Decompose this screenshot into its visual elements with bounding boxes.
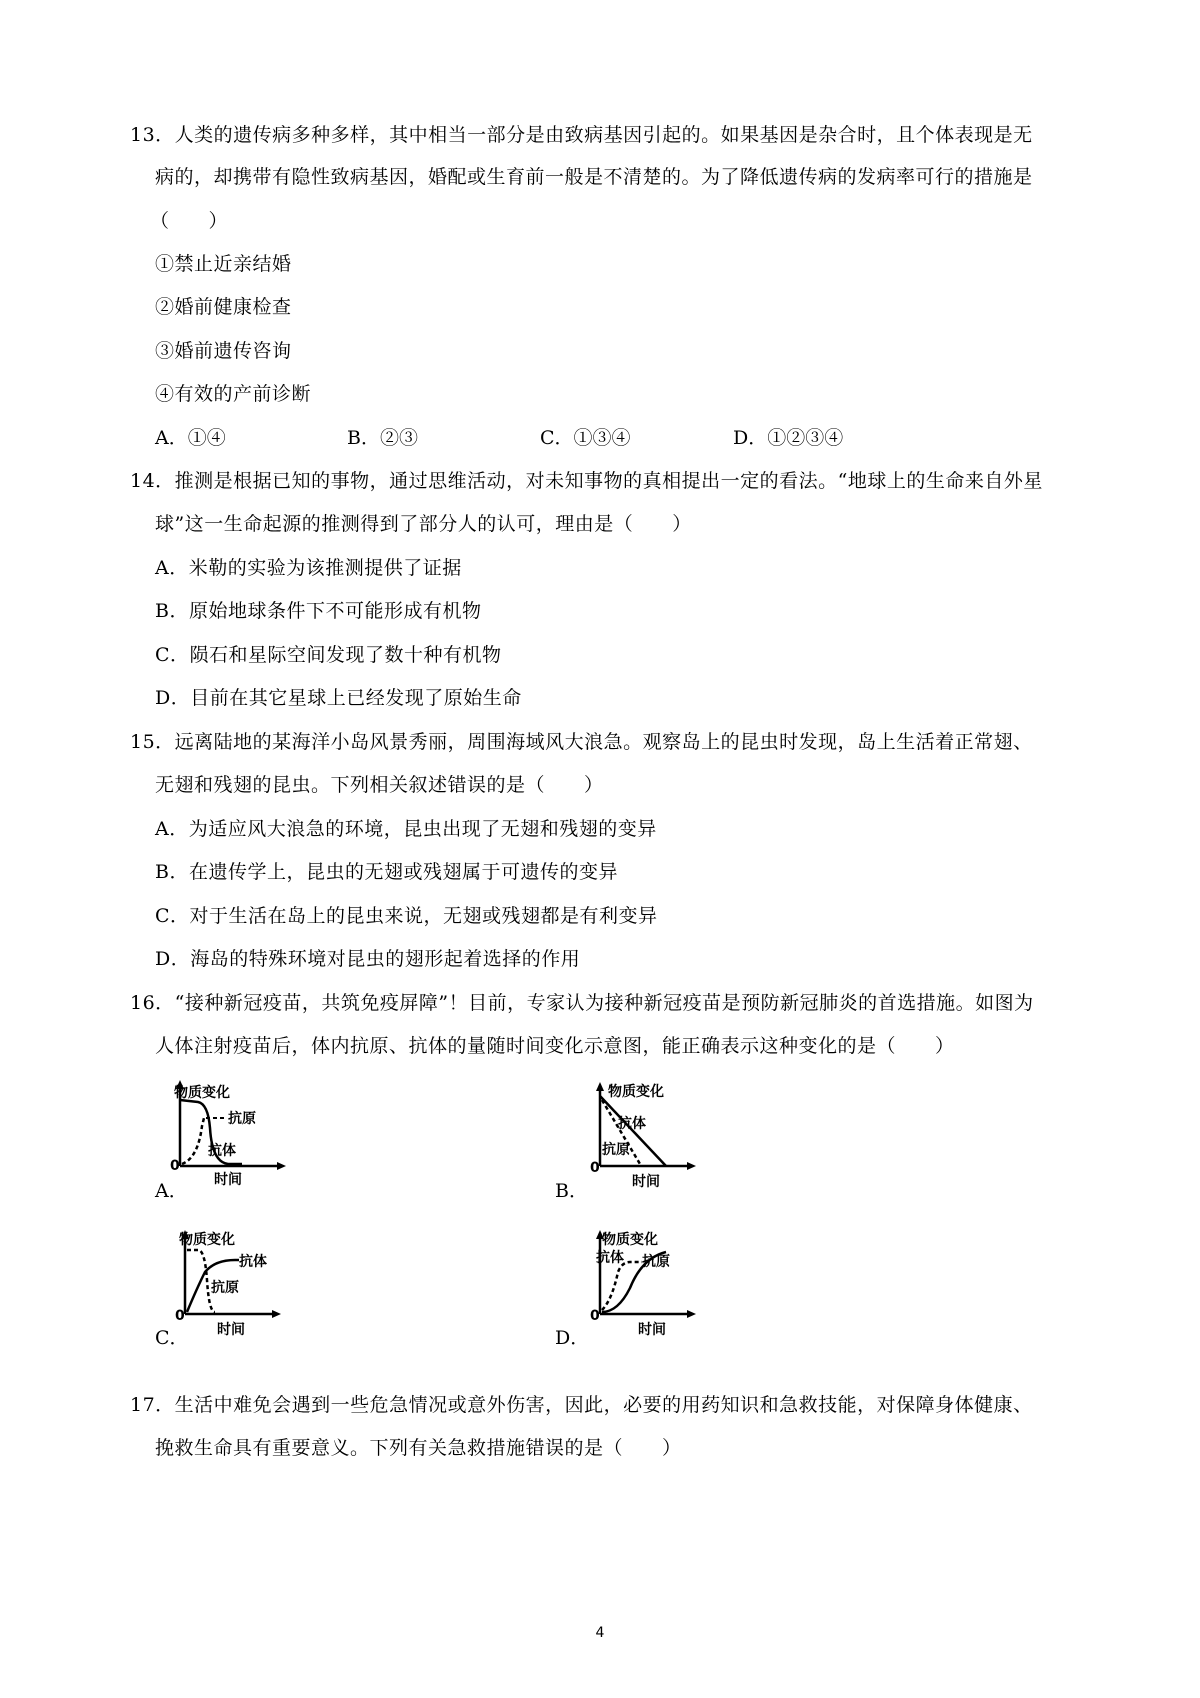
q16-graph-a-label2: 抗体	[208, 1143, 236, 1159]
q16-graph-b-origin: 0	[590, 1160, 600, 1176]
q15-line1: 15．远离陆地的某海洋小岛风景秀丽，周围海域风大浪急。观察岛上的昆虫时发现，岛上生活着正常翅、	[130, 731, 1033, 753]
q13-item-1: ①禁止近亲结婚	[155, 253, 292, 275]
q16-graph-a-xlabel: 时间	[214, 1172, 242, 1188]
q16-graph-b-label2: 抗原	[602, 1142, 630, 1158]
q13-option-c: C．①③④	[540, 427, 631, 449]
q13-item-3: ③婚前遗传咨询	[155, 340, 292, 362]
q16-graph-a	[170, 1078, 300, 1192]
q14-line1: 14．推测是根据已知的事物，通过思维活动，对未知事物的真相提出一定的看法。“地球上的生命来自外星	[130, 470, 1043, 492]
q15-line2: 无翅和残翅的昆虫。下列相关叙述错误的是（ ）	[155, 774, 604, 796]
q16-graph-b	[590, 1080, 720, 1194]
q14-option-d: D．目前在其它星球上已经发现了原始生命	[155, 687, 522, 709]
q13-option-a: A．①④	[155, 427, 226, 449]
q13-paren: （ ）	[150, 210, 229, 232]
q16-graph-a-letter: A．	[155, 1180, 188, 1202]
q16-graph-b-ylabel: 物质变化	[608, 1084, 664, 1100]
q16-graph-c-ylabel: 物质变化	[179, 1232, 235, 1248]
q15-option-d: D．海岛的特殊环境对昆虫的翅形起着选择的作用	[155, 948, 581, 970]
q16-graph-c-label2: 抗原	[211, 1280, 239, 1296]
q16-graph-a-label1: 抗原	[228, 1111, 256, 1127]
q16-line1: 16．“接种新冠疫苗，共筑免疫屏障”！目前，专家认为接种新冠疫苗是预防新冠肺炎的首选措施。如图为	[130, 992, 1034, 1014]
q13-line1: 13．人类的遗传病多种多样，其中相当一部分是由致病基因引起的。如果基因是杂合时，且个体表现是无	[130, 124, 1033, 146]
q14-option-a: A．米勒的实验为该推测提供了证据	[155, 557, 462, 579]
q16-graph-b-letter: B．	[555, 1180, 588, 1202]
q13-item-4: ④有效的产前诊断	[155, 383, 312, 405]
q16-graph-d	[590, 1228, 720, 1342]
q16-line2: 人体注射疫苗后，体内抗原、抗体的量随时间变化示意图，能正确表示这种变化的是（ ）	[155, 1035, 955, 1057]
q16-graph-d-letter: D．	[555, 1327, 590, 1349]
q13-option-b: B．②③	[347, 427, 418, 449]
q16-graph-c	[175, 1228, 305, 1342]
q14-line2: 球”这一生命起源的推测得到了部分人的认可，理由是（ ）	[155, 513, 692, 535]
q15-option-c: C．对于生活在岛上的昆虫来说，无翅或残翅都是有利变异	[155, 905, 658, 927]
q16-graph-c-letter: C．	[155, 1327, 189, 1349]
q16-graph-d-origin: 0	[590, 1308, 600, 1324]
q16-graph-c-label1: 抗体	[239, 1254, 267, 1270]
q13-line2: 病的，却携带有隐性致病基因，婚配或生育前一般是不清楚的。为了降低遗传病的发病率可行的措施是	[155, 166, 1033, 188]
q13-option-d: D．①②③④	[733, 427, 844, 449]
q16-graph-b-xlabel: 时间	[632, 1174, 660, 1190]
q15-option-b: B．在遗传学上，昆虫的无翅或残翅属于可遗传的变异	[155, 861, 618, 883]
q13-item-2: ②婚前健康检查	[155, 296, 292, 318]
q16-graph-a-ylabel: 物质变化	[174, 1085, 230, 1101]
q14-option-b: B．原始地球条件下不可能形成有机物	[155, 600, 482, 622]
q16-graph-d-ylabel: 物质变化	[602, 1232, 658, 1248]
q16-graph-c-origin: 0	[175, 1308, 185, 1324]
q17-line1: 17．生活中难免会遇到一些危急情况或意外伤害，因此，必要的用药知识和急救技能，对保障身体健康、	[130, 1394, 1033, 1416]
q14-option-c: C．陨石和星际空间发现了数十种有机物	[155, 644, 502, 666]
page-number: 4	[595, 1625, 605, 1641]
q16-graph-d-xlabel: 时间	[638, 1322, 666, 1338]
q16-graph-a-origin: 0	[170, 1158, 180, 1174]
q16-graph-d-label1: 抗体	[596, 1250, 624, 1266]
q16-graph-d-label2: 抗原	[642, 1254, 670, 1270]
q16-graph-c-xlabel: 时间	[217, 1322, 245, 1338]
q16-graph-b-label1: 抗体	[618, 1116, 646, 1132]
q15-option-a: A．为适应风大浪急的环境，昆虫出现了无翅和残翅的变异	[155, 818, 657, 840]
q17-line2: 挽救生命具有重要意义。下列有关急救措施错误的是（ ）	[155, 1437, 682, 1459]
